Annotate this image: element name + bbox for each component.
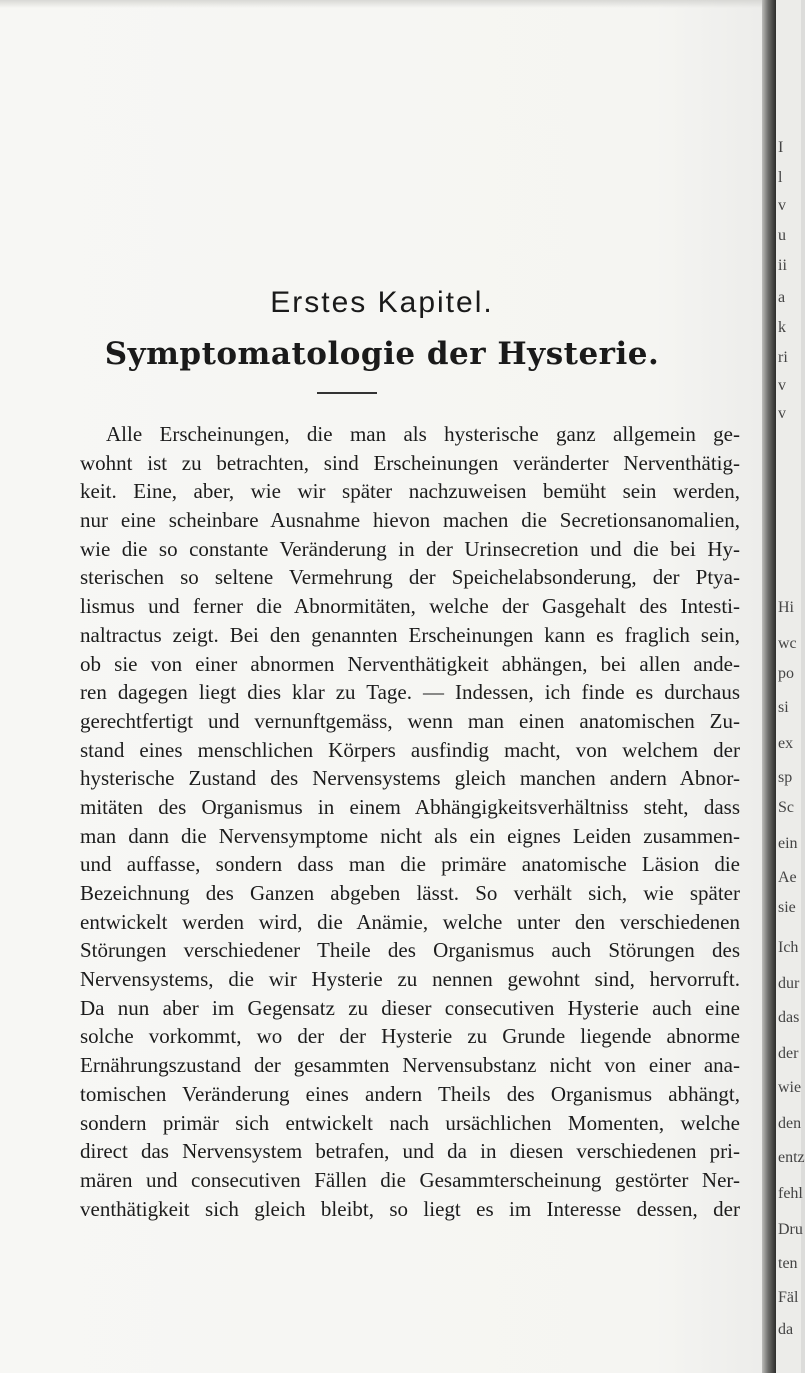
text-line: nur eine scheinbare Ausnahme hievon machen die Secretionsanomalien,	[80, 508, 740, 533]
text-line: naltractus zeigt. Bei den genannten Erscheinungen kann es fraglich sein,	[80, 622, 740, 647]
page-top-shadow	[0, 0, 770, 8]
text-line: tomischen Veränderung eines andern Theils des Organismus abhängt,	[80, 1081, 740, 1106]
facing-page-fragment: Ich	[778, 939, 799, 956]
chapter-heading: Erstes Kapitel.	[270, 286, 494, 319]
facing-page-edge	[776, 0, 805, 1373]
text-line: Störungen verschiedener Theile des Organismus auch Störungen des	[80, 938, 740, 963]
text-line: Bezeichnung des Ganzen abgeben lässt. So verhält sich, wie später	[80, 881, 740, 905]
text-line: direct das Nervensystem betrafen, und da in diesen verschiedenen pri-	[80, 1139, 740, 1164]
facing-page-fragment: Sc	[778, 799, 794, 816]
facing-page-fragment: Hi	[778, 599, 794, 616]
text-line: keit. Eine, aber, wie wir später nachzuweisen bemüht sein werden,	[80, 479, 740, 504]
facing-page-fragment: den	[778, 1115, 802, 1132]
text-line: ob sie von einer abnormen Nerventhätigkeit abhängen, bei allen ande-	[80, 651, 740, 676]
facing-page-fragment: I	[778, 139, 784, 156]
text-line: wie die so constante Veränderung in der Urinsecretion und die bei Hy-	[80, 536, 740, 561]
text-line: stand eines menschlichen Körpers ausfindig macht, von welchem der	[80, 737, 740, 762]
book-spine-gutter	[762, 0, 776, 1373]
text-line: ren dagegen liegt dies klar zu Tage. — Indessen, ich finde es durchaus	[80, 680, 740, 705]
facing-page-fragment: dur	[778, 975, 800, 992]
text-line: lismus und ferner die Abnormitäten, welche der Gasgehalt des Intesti-	[80, 594, 740, 619]
facing-page-fragment: ten	[778, 1255, 798, 1272]
facing-page-fragment: fehl	[778, 1185, 803, 1202]
facing-page-fragment: v	[778, 197, 786, 214]
text-line: Da nun aber im Gegensatz zu dieser consecutiven Hysterie auch eine	[80, 995, 740, 1020]
facing-page-fragment: wie	[778, 1079, 802, 1096]
title-divider	[317, 392, 377, 394]
text-line: man dann die Nervensymptome nicht als ein eignes Leiden zusammen-	[80, 823, 740, 848]
facing-page-fragment: das	[778, 1009, 800, 1026]
facing-page-fragment: u	[778, 227, 786, 244]
facing-page-fragment: po	[778, 665, 794, 682]
body-paragraph	[80, 420, 740, 1223]
facing-page-fragment: k	[778, 319, 786, 336]
facing-page-fragment: Ae	[778, 869, 797, 886]
text-line: sterischen so seltene Vermehrung der Speichelabsonderung, der Ptya-	[80, 565, 740, 590]
facing-page-fragment: v	[778, 405, 786, 422]
text-line: venthätigkeit sich gleich bleibt, so liegt es im Interesse dessen, der	[80, 1196, 740, 1221]
facing-page-fragment: ein	[778, 835, 798, 852]
facing-page-fragment: l	[778, 169, 783, 186]
text-line: mitäten des Organismus in einem Abhängigkeitsverhältniss steht, dass	[80, 794, 740, 819]
facing-page-fragment: sie	[778, 899, 796, 916]
text-line: und auffasse, sondern dass man die primäre anatomische Läsion die	[80, 852, 740, 877]
facing-page-fragment: da	[778, 1321, 794, 1338]
facing-page-fragment: Fäl	[778, 1289, 799, 1306]
text-line: sondern primär sich entwickelt nach ursächlichen Momenten, welche	[80, 1110, 740, 1135]
facing-page-fragment: v	[778, 377, 786, 394]
chapter-title: Symptomatologie der Hysterie.	[104, 336, 660, 372]
text-line: hysterische Zustand des Nervensystems gleich manchen andern Abnor-	[80, 766, 740, 791]
text-line: entwickelt werden wird, die Anämie, welche unter den verschiedenen	[80, 909, 740, 934]
facing-page-fragment: der	[778, 1045, 799, 1062]
text-line: Ernährungszustand der gesammten Nervensubstanz nicht von einer ana-	[80, 1053, 740, 1078]
facing-page-fragment: si	[778, 699, 789, 716]
facing-page-fragment: a	[778, 289, 786, 306]
text-line: Alle Erscheinungen, die man als hysterische ganz allgemein ge-	[106, 422, 740, 446]
facing-page-fragment: wc	[778, 635, 797, 652]
facing-page-fragment: sp	[778, 769, 793, 786]
text-line: solche vorkommt, wo der der Hysterie zu Grunde liegende abnorme	[80, 1024, 740, 1049]
text-line: Nervensystems, die wir Hysterie zu nennen gewohnt sind, hervorruft.	[80, 967, 740, 992]
facing-page-fragment: entz	[778, 1149, 805, 1166]
facing-page-fragment: ii	[778, 257, 787, 274]
text-line: wohnt ist zu betrachten, sind Erscheinungen veränderter Nerventhätig-	[80, 450, 740, 475]
facing-page-fragment: Dru	[778, 1221, 803, 1238]
text-line: mären und consecutiven Fällen die Gesammterscheinung gestörter Ner-	[80, 1167, 740, 1192]
text-line: gerechtfertigt und vernunftgemäss, wenn man einen anatomischen Zu-	[80, 708, 740, 733]
facing-page-fragment: ex	[778, 735, 794, 752]
facing-page-fragment: ri	[778, 349, 788, 366]
